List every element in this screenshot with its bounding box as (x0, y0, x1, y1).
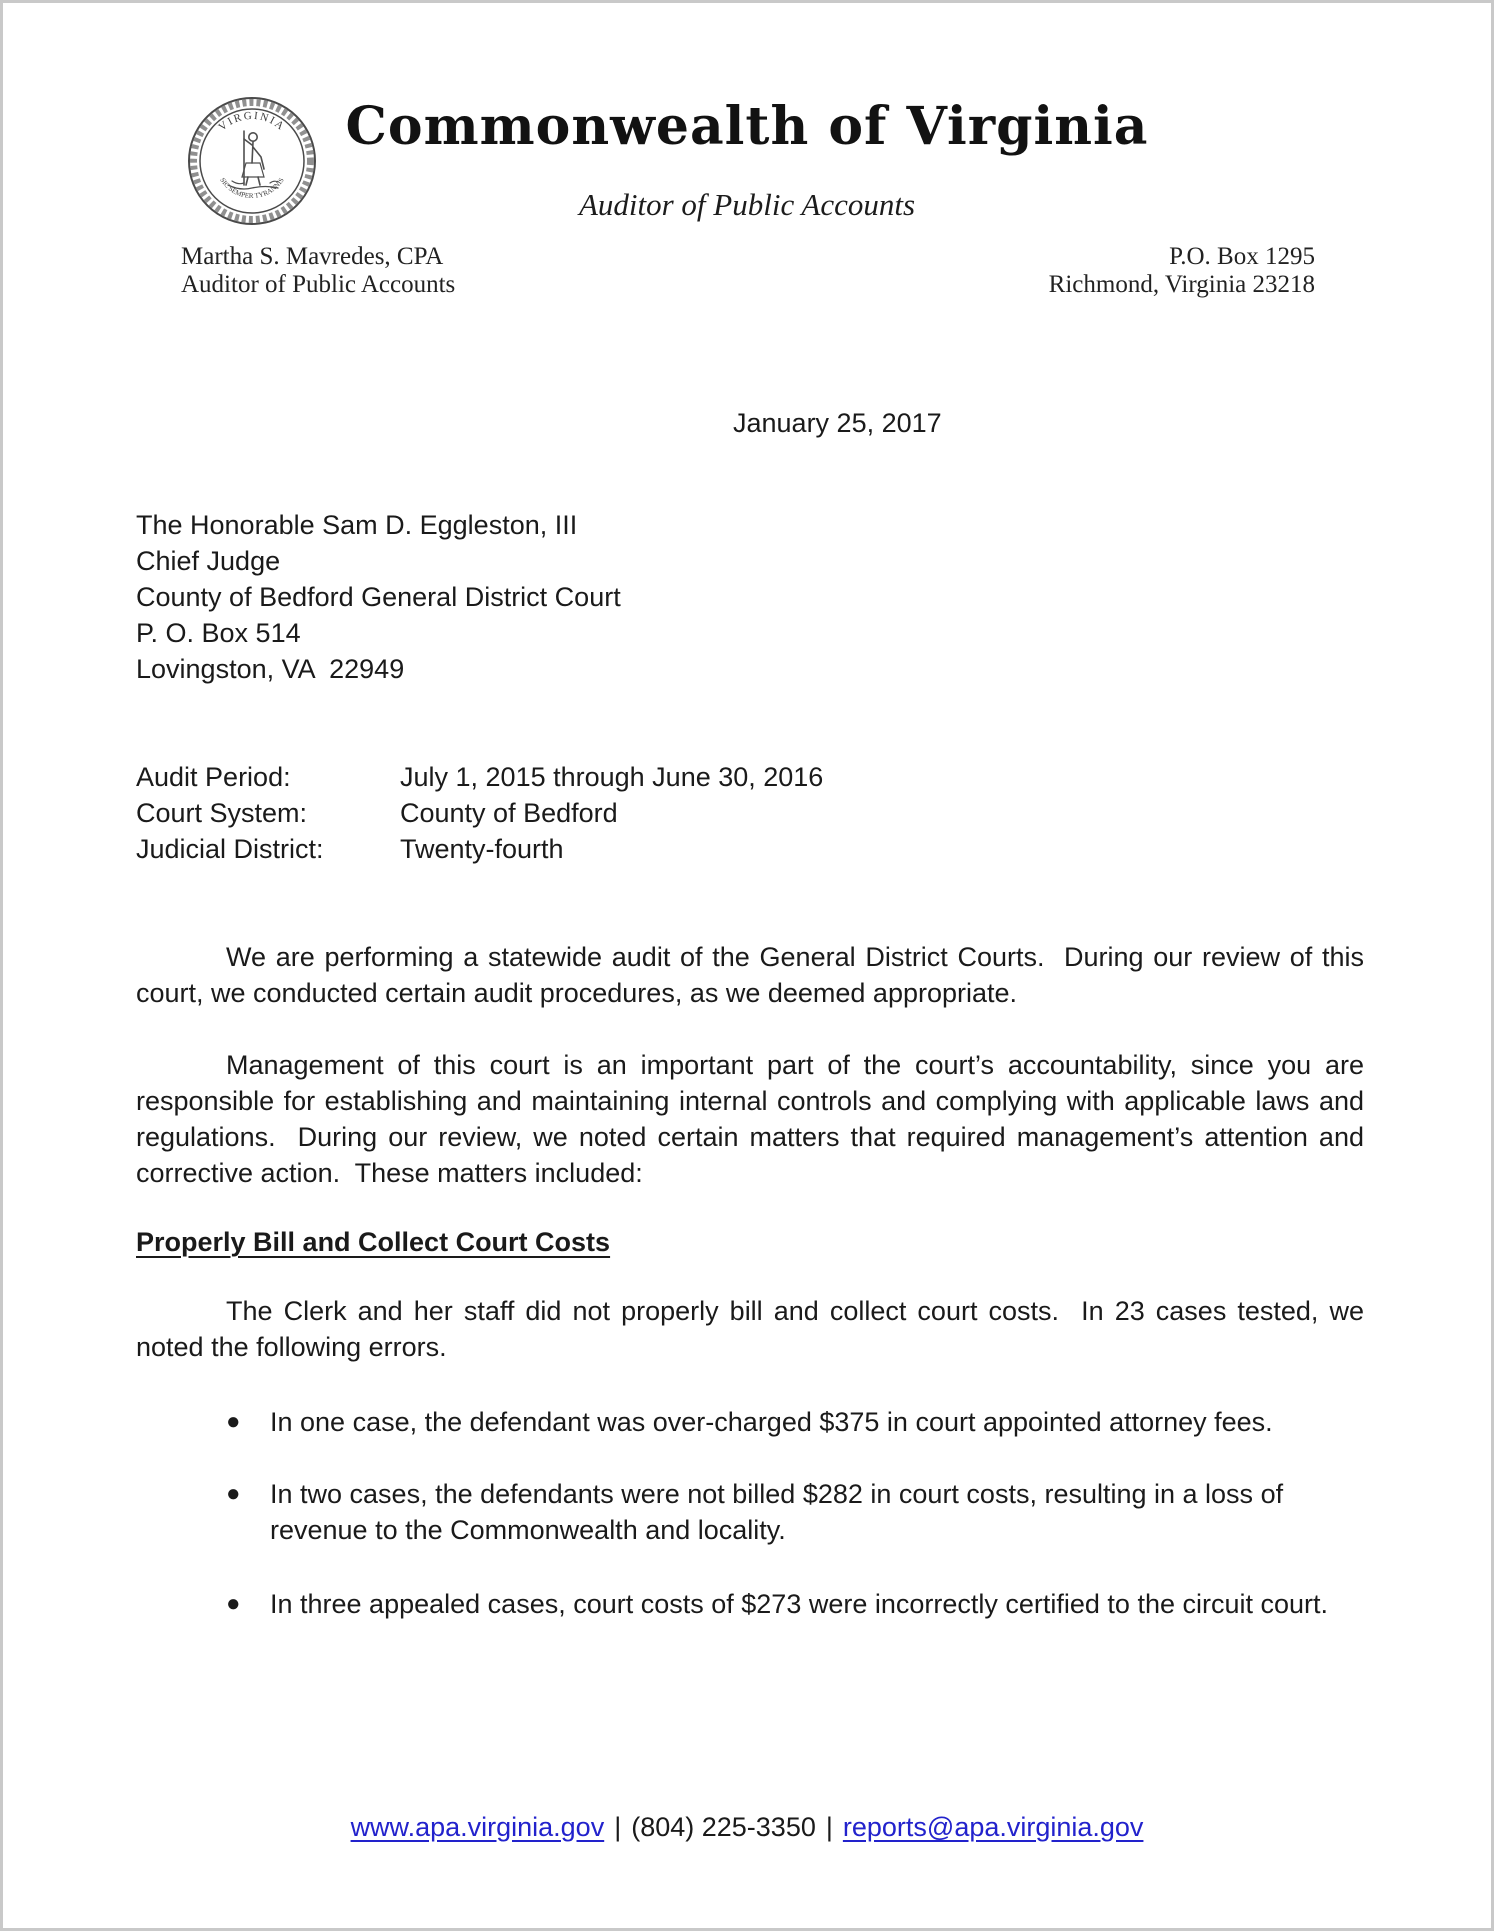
recipient-line: P. O. Box 514 (136, 618, 301, 648)
bullet-text: In two cases, the defendants were not billed $282 in court costs, resulting in a loss of revenue to the Commonwealth and locality. (270, 1479, 1291, 1545)
bullet-icon: ● (226, 1480, 241, 1507)
audit-info-row (136, 795, 823, 831)
recipient-line: Chief Judge (136, 546, 281, 576)
seal-bottom-text: SIC SEMPER TYRANNIS (218, 176, 286, 201)
audit-info-row (136, 759, 823, 795)
paragraph-intro: We are performing a statewide audit of the General District Courts. During our review of this court, we conducted certain audit procedures, as we deemed appropriate. (136, 942, 1372, 1008)
bullet-item (226, 1586, 1386, 1622)
judicial-district-value: Twenty-fourth (400, 834, 564, 864)
letter-date: January 25, 2017 (733, 408, 942, 438)
recipient-address-block (136, 507, 621, 687)
footer-separator: | (614, 1812, 622, 1842)
paragraph-management: Management of this court is an important part of the court’s accountability, since you are responsible for establishing and maintaining internal controls and complying with applicable laws and regulations. During our review, we noted certain matters that required management’s attention and corrective action. These matters included: (136, 1050, 1372, 1188)
recipient-line: Lovingston, VA 22949 (136, 654, 405, 684)
bullet-icon: ● (226, 1408, 241, 1435)
paragraph-findings: The Clerk and her staff did not properly bill and collect court costs. In 23 cases tested, we noted the following errors. (136, 1296, 1372, 1362)
audit-info-block (136, 759, 823, 867)
bullet-item (226, 1404, 1386, 1440)
agency-po-box: P.O. Box 1295 (1169, 243, 1315, 270)
audit-period-value: July 1, 2015 through June 30, 2016 (400, 762, 824, 792)
agency-address-block (1049, 243, 1315, 299)
auditor-name-block (181, 243, 455, 299)
court-system-label: Court System: (136, 798, 308, 828)
section-heading: Properly Bill and Collect Court Costs (136, 1227, 611, 1257)
email-link[interactable]: reports@apa.virginia.gov (842, 1812, 1144, 1842)
audit-period-label: Audit Period: (136, 762, 291, 792)
court-system-value: County of Bedford (400, 798, 618, 828)
agency-city-state-zip: Richmond, Virginia 23218 (1048, 271, 1315, 298)
bullet-item (226, 1476, 1386, 1548)
seal-top-text: VIRGINIA (216, 109, 288, 134)
auditor-title: Auditor of Public Accounts (181, 271, 456, 298)
recipient-line: County of Bedford General District Court (136, 582, 621, 612)
audit-info-row (136, 831, 823, 867)
recipient-line: The Honorable Sam D. Eggleston, III (136, 510, 578, 540)
website-link[interactable]: www.apa.virginia.gov (350, 1812, 605, 1842)
judicial-district-label: Judicial District: (136, 834, 324, 864)
bullet-icon: ● (226, 1590, 241, 1617)
footer-contact-line (3, 1809, 1491, 1845)
phone-number: (804) 225-3350 (631, 1812, 816, 1842)
auditor-name: Martha S. Mavredes, CPA (181, 243, 444, 270)
letterhead-title: Commonwealth of Virginia (345, 96, 1149, 157)
letterhead-subtitle: Auditor of Public Accounts (578, 187, 916, 222)
bullet-text: In one case, the defendant was over-charged $375 in court appointed attorney fees. (270, 1407, 1273, 1437)
footer-separator: | (825, 1812, 833, 1842)
bullet-text: In three appealed cases, court costs of $273 were incorrectly certified to the circuit court. (270, 1589, 1329, 1619)
